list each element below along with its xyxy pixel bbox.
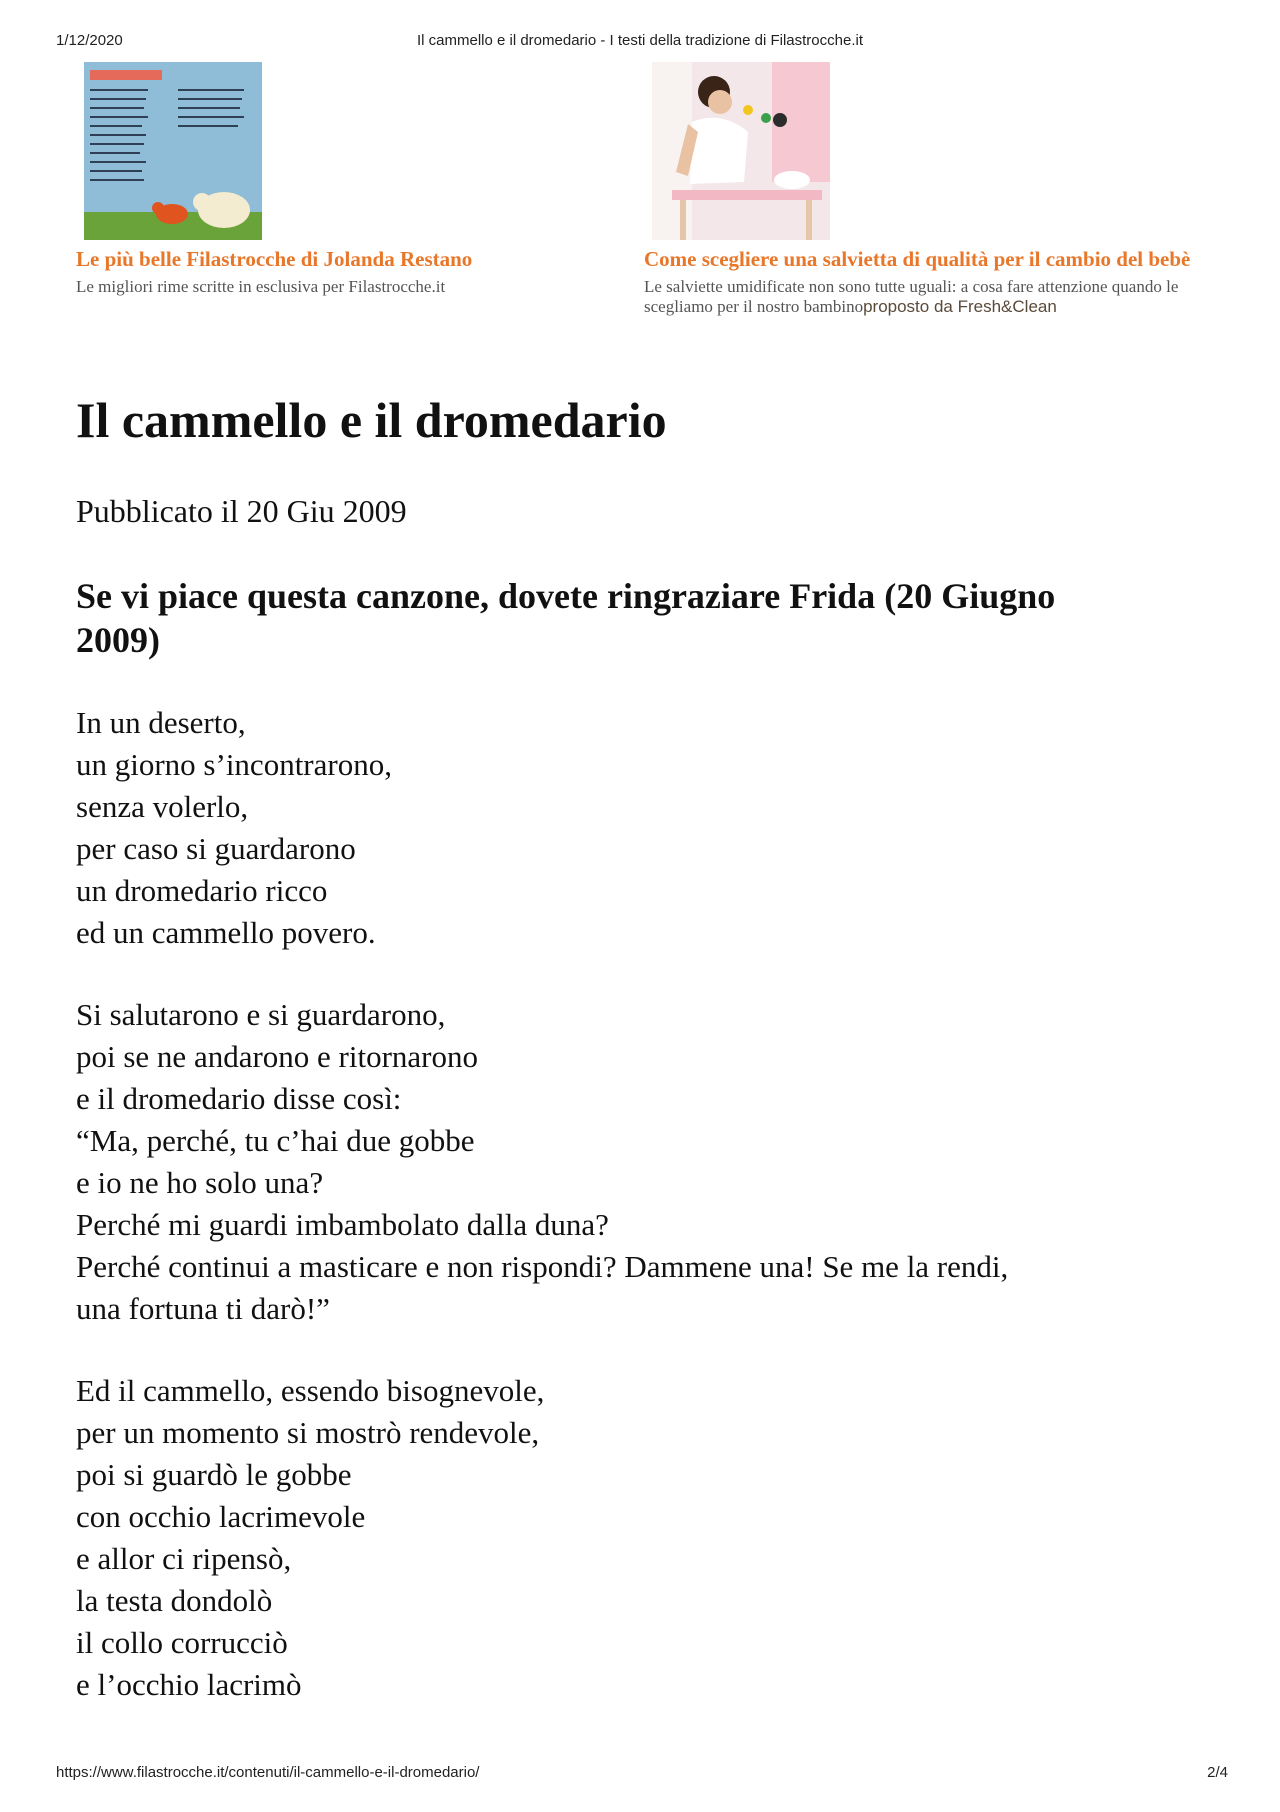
- poem-line: Perché mi guardi imbambolato dalla duna?: [76, 1207, 609, 1242]
- poem-stanza: [76, 994, 1206, 1330]
- poem-line: un giorno s’incontrarono,: [76, 747, 392, 782]
- print-header: [0, 32, 1280, 52]
- promo-card-salvietta[interactable]: [644, 62, 1204, 317]
- poem-line: Ed il cammello, essendo bisognevole,: [76, 1373, 545, 1408]
- promo-description-text: Le salviette umidificate non sono tutte uguali: a cosa fare attenzione quando le scegliamo per il nostro bambino: [644, 277, 1179, 316]
- poem-line: un dromedario ricco: [76, 873, 328, 908]
- poem-line: e allor ci ripensò,: [76, 1541, 292, 1576]
- article-title: Il cammello e il dromedario: [76, 392, 667, 448]
- poem-line: Si salutarono e si guardarono,: [76, 997, 446, 1032]
- print-date: 1/12/2020: [56, 32, 123, 49]
- poem-line: “Ma, perché, tu c’hai due gobbe: [76, 1123, 475, 1158]
- poem-line: con occhio lacrimevole: [76, 1499, 366, 1534]
- poem-line: e il dromedario disse così:: [76, 1081, 402, 1116]
- poem-line: e io ne ho solo una?: [76, 1165, 324, 1200]
- poem-line: e l’occhio lacrimò: [76, 1667, 302, 1702]
- article-subtitle: Se vi piace questa canzone, dovete ringraziare Frida (20 Giugno 2009): [76, 576, 1056, 660]
- article: [76, 390, 1206, 1706]
- promo-description: [644, 277, 1204, 317]
- poem-line: senza volerlo,: [76, 789, 249, 824]
- poem-line: per caso si guardarono: [76, 831, 356, 866]
- publish-date: Pubblicato il 20 Giu 2009: [76, 493, 407, 529]
- poem-line: una fortuna ti darò!”: [76, 1291, 330, 1326]
- promo-description: Le migliori rime scritte in esclusiva per Filastrocche.it: [76, 277, 446, 296]
- poem-line: Perché continui a masticare e non rispondi? Dammene una! Se me la rendi,: [76, 1249, 1009, 1284]
- print-footer: [0, 1764, 1280, 1784]
- poem-line: la testa dondolò: [76, 1583, 273, 1618]
- poem-line: il collo corrucciò: [76, 1625, 288, 1660]
- poem-line: In un deserto,: [76, 705, 246, 740]
- poem-line: per un momento si mostrò rendevole,: [76, 1415, 540, 1450]
- promo-title[interactable]: Le più belle Filastrocche di Jolanda Restano: [76, 247, 473, 271]
- poem-stanza: [76, 1370, 1206, 1706]
- promo-card-filastrocche[interactable]: [76, 62, 636, 297]
- poem-line: poi si guardò le gobbe: [76, 1457, 352, 1492]
- poem-line: ed un cammello povero.: [76, 915, 376, 950]
- print-url: https://www.filastrocche.it/contenuti/il-cammello-e-il-dromedario/: [56, 1764, 480, 1781]
- poem-line: poi se ne andarono e ritornarono: [76, 1039, 479, 1074]
- promo-thumbnail-book-cover[interactable]: [84, 62, 262, 240]
- promo-sponsor: proposto da Fresh&Clean: [863, 297, 1057, 316]
- promo-thumbnail-changing-table[interactable]: [652, 62, 830, 240]
- poem-stanza: [76, 702, 1206, 954]
- page-number: 2/4: [1207, 1764, 1228, 1781]
- promo-title[interactable]: Come scegliere una salvietta di qualità per il cambio del bebè: [644, 247, 1191, 271]
- print-page-title: Il cammello e il dromedario - I testi della tradizione di Filastrocche.it: [416, 32, 863, 49]
